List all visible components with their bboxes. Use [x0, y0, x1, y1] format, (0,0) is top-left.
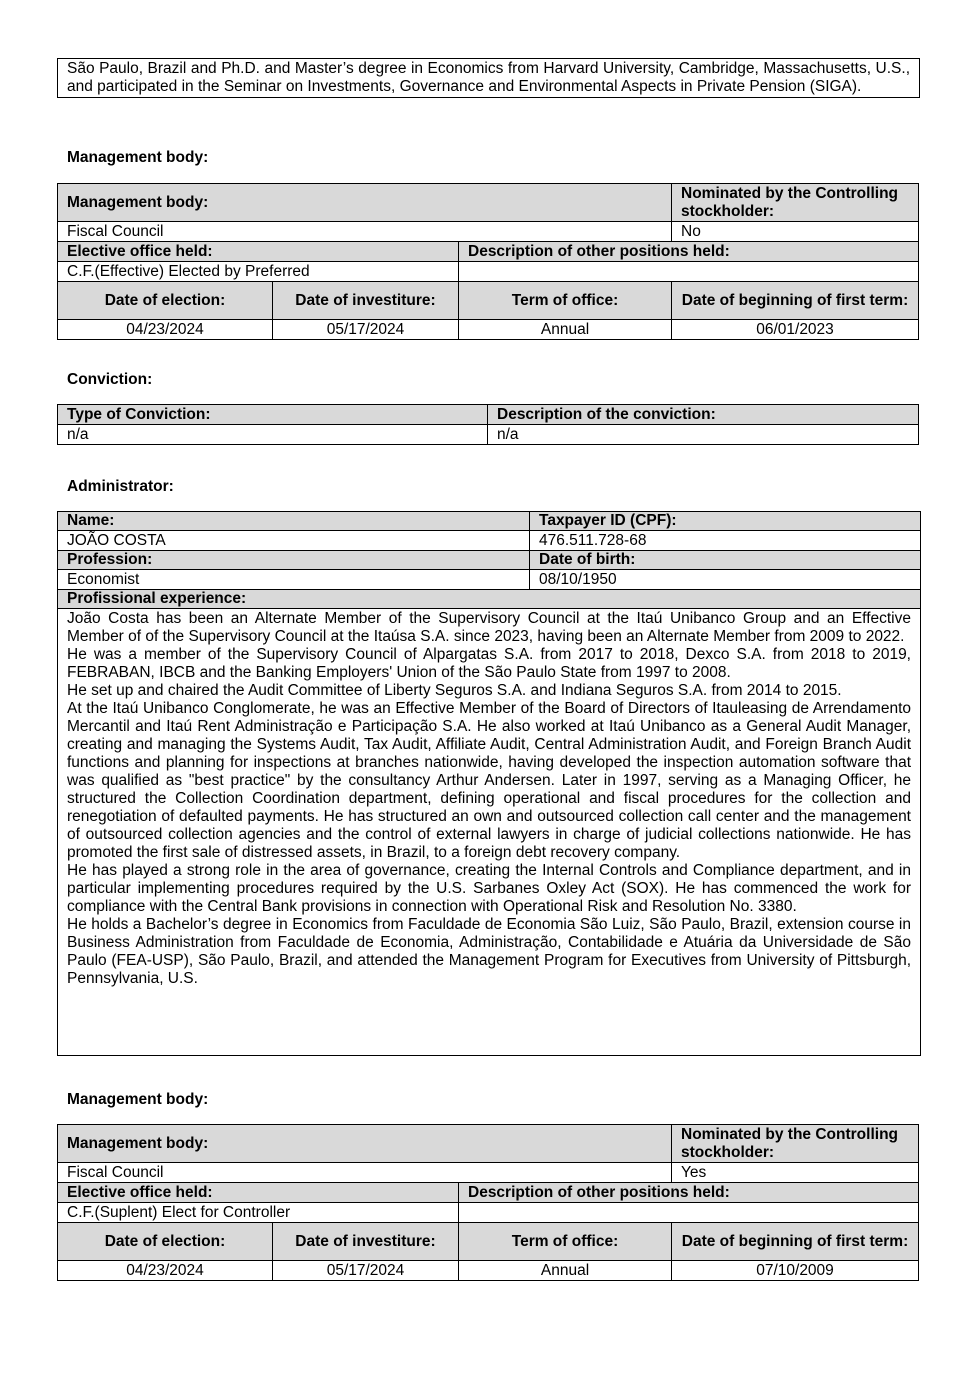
mgmt1-header-election: Date of election:: [58, 282, 273, 320]
mgmt1-nominated-value: No: [672, 222, 919, 242]
mgmt2-other-value: [459, 1203, 919, 1223]
admin-birth-value: 08/10/1950: [530, 570, 921, 590]
mgmt2-header-election: Date of election:: [58, 1223, 273, 1261]
mgmt2-term-value: Annual: [459, 1261, 672, 1281]
mgmt1-header-body: Management body:: [58, 184, 672, 222]
experience-paragraph: João Costa has been an Alternate Member of the Supervisory Council at the Itaú Unibanco Group and an Effective Member of of the Supervisory Council at the Itaúsa S.A. since 2023, having been an Alternate Member from 2009 to 2022.: [67, 610, 911, 645]
mgmt2-header-elective: Elective office held:: [58, 1183, 459, 1203]
mgmt1-elective-value: C.F.(Effective) Elected by Preferred: [58, 262, 459, 282]
conviction-section-title: Conviction:: [67, 371, 153, 388]
experience-paragraph: He holds a Bachelor’s degree in Economics from Faculdade de Economia São Luiz, São Paulo, Brazil, extension course in Business Administration from Faculdade de Economia, Administração, Contabilidade e Atuária da Universidade de São Paulo (FEA-USP), São Paulo, Brazil, and attended the Management Program for Executives from University of Pittsburgh, Pennsylvania, U.S.: [67, 916, 911, 987]
intro-text: São Paulo, Brazil and Ph.D. and Master’s degree in Economics from Harvard University, Cambridge, Massachusetts, U.S., and participated in the Seminar on Investments, Governance and Environmental Aspects in Private Pension (SIGA).: [67, 60, 910, 95]
mgmt1-header-nominated: Nominated by the Controlling stockholder:: [672, 184, 919, 222]
mgmt2-header-term: Term of office:: [459, 1223, 672, 1261]
mgmt2-header-other: Description of other positions held:: [459, 1183, 919, 1203]
mgmt2-election-value: 04/23/2024: [58, 1261, 273, 1281]
mgmt1-election-value: 04/23/2024: [58, 320, 273, 340]
mgmt1-table: [57, 183, 919, 340]
experience-paragraph: At the Itaú Unibanco Conglomerate, he was an Effective Member of the Board of Directors of Itauleasing de Arrendamento Mercantil and Itaú Rent Administração e Participação S.A. He also worked at Itaú Unibanco as a General Audit Manager, creating and managing the Systems Audit, Tax Audit, Affiliate Audit, Central Administration Audit, and Foreign Branch Audit functions and planning for inspections at branches nationwide, having developed the inspection automation software that was qualified as "best practice" by the consultancy Arthur Andersen. Later in 1997, serving as a Managing Officer, he structured the Collection Coordination department, defining operational and fiscal procedures for the collection and renegotiation of defaulted payments. He has structured an own and outsourced collection call center and the management of outsourced collection agencies and the control of external lawyers in charge of judicial collections nationwide. He has promoted the first sale of distressed assets, in Brazil, to a foreign debt recovery company.: [67, 700, 911, 861]
admin-name-value: JOÃO COSTA: [58, 531, 530, 551]
mgmt2-body-value: Fiscal Council: [58, 1163, 672, 1183]
admin-cpf-value: 476.511.728-68: [530, 531, 921, 551]
mgmt1-first-term-value: 06/01/2023: [672, 320, 919, 340]
mgmt1-section-title: Management body:: [67, 149, 209, 166]
mgmt1-header-elective: Elective office held:: [58, 242, 459, 262]
mgmt1-term-value: Annual: [459, 320, 672, 340]
experience-paragraph: He set up and chaired the Audit Committee of Liberty Seguros S.A. and Indiana Seguros S.A. from 2014 to 2015.: [67, 682, 842, 699]
admin-header-profession: Profession:: [58, 551, 530, 570]
admin-header-name: Name:: [58, 512, 530, 531]
conviction-table: [57, 404, 919, 445]
mgmt1-header-other: Description of other positions held:: [459, 242, 919, 262]
intro-box: [57, 58, 920, 98]
admin-experience-cell: [58, 609, 921, 1056]
mgmt1-header-first-term: Date of beginning of first term:: [672, 282, 919, 320]
mgmt2-header-body: Management body:: [58, 1125, 672, 1163]
mgmt2-header-investiture: Date of investiture:: [273, 1223, 459, 1261]
admin-table: [57, 511, 921, 1056]
mgmt2-header-nominated: Nominated by the Controlling stockholder:: [672, 1125, 919, 1163]
admin-header-birth: Date of birth:: [530, 551, 921, 570]
mgmt2-table: [57, 1124, 919, 1281]
admin-header-experience: Profissional experience:: [58, 590, 921, 609]
mgmt2-section-title: Management body:: [67, 1091, 209, 1108]
admin-header-cpf: Taxpayer ID (CPF):: [530, 512, 921, 531]
mgmt2-header-first-term: Date of beginning of first term:: [672, 1223, 919, 1261]
mgmt1-header-term: Term of office:: [459, 282, 672, 320]
mgmt1-header-investiture: Date of investiture:: [273, 282, 459, 320]
experience-paragraph: He was a member of the Supervisory Council of Alpargatas S.A. from 2017 to 2018, Dexco S.A. from 2018 to 2019, FEBRABAN, IBCB and the Banking Employers' Union of the São Paulo State from 1997 to 2008.: [67, 646, 911, 681]
conviction-type-value: n/a: [58, 425, 488, 445]
conviction-desc-value: n/a: [488, 425, 919, 445]
conviction-header-desc: Description of the conviction:: [488, 405, 919, 425]
admin-section-title: Administrator:: [67, 478, 174, 495]
mgmt1-investiture-value: 05/17/2024: [273, 320, 459, 340]
mgmt1-other-value: [459, 262, 919, 282]
experience-paragraph: He has played a strong role in the area of governance, creating the Internal Controls and Compliance department, and in particular implementing procedures required by the U.S. Sarbanes Oxley Act (SOX). He has commenced the work for compliance with the Central Bank provisions in connection with Operational Risk and Resolution No. 3380.: [67, 862, 911, 915]
admin-profession-value: Economist: [58, 570, 530, 590]
mgmt2-investiture-value: 05/17/2024: [273, 1261, 459, 1281]
mgmt2-first-term-value: 07/10/2009: [672, 1261, 919, 1281]
conviction-header-type: Type of Conviction:: [58, 405, 488, 425]
mgmt2-elective-value: C.F.(Suplent) Elect for Controller: [58, 1203, 459, 1223]
mgmt1-body-value: Fiscal Council: [58, 222, 672, 242]
mgmt2-nominated-value: Yes: [672, 1163, 919, 1183]
